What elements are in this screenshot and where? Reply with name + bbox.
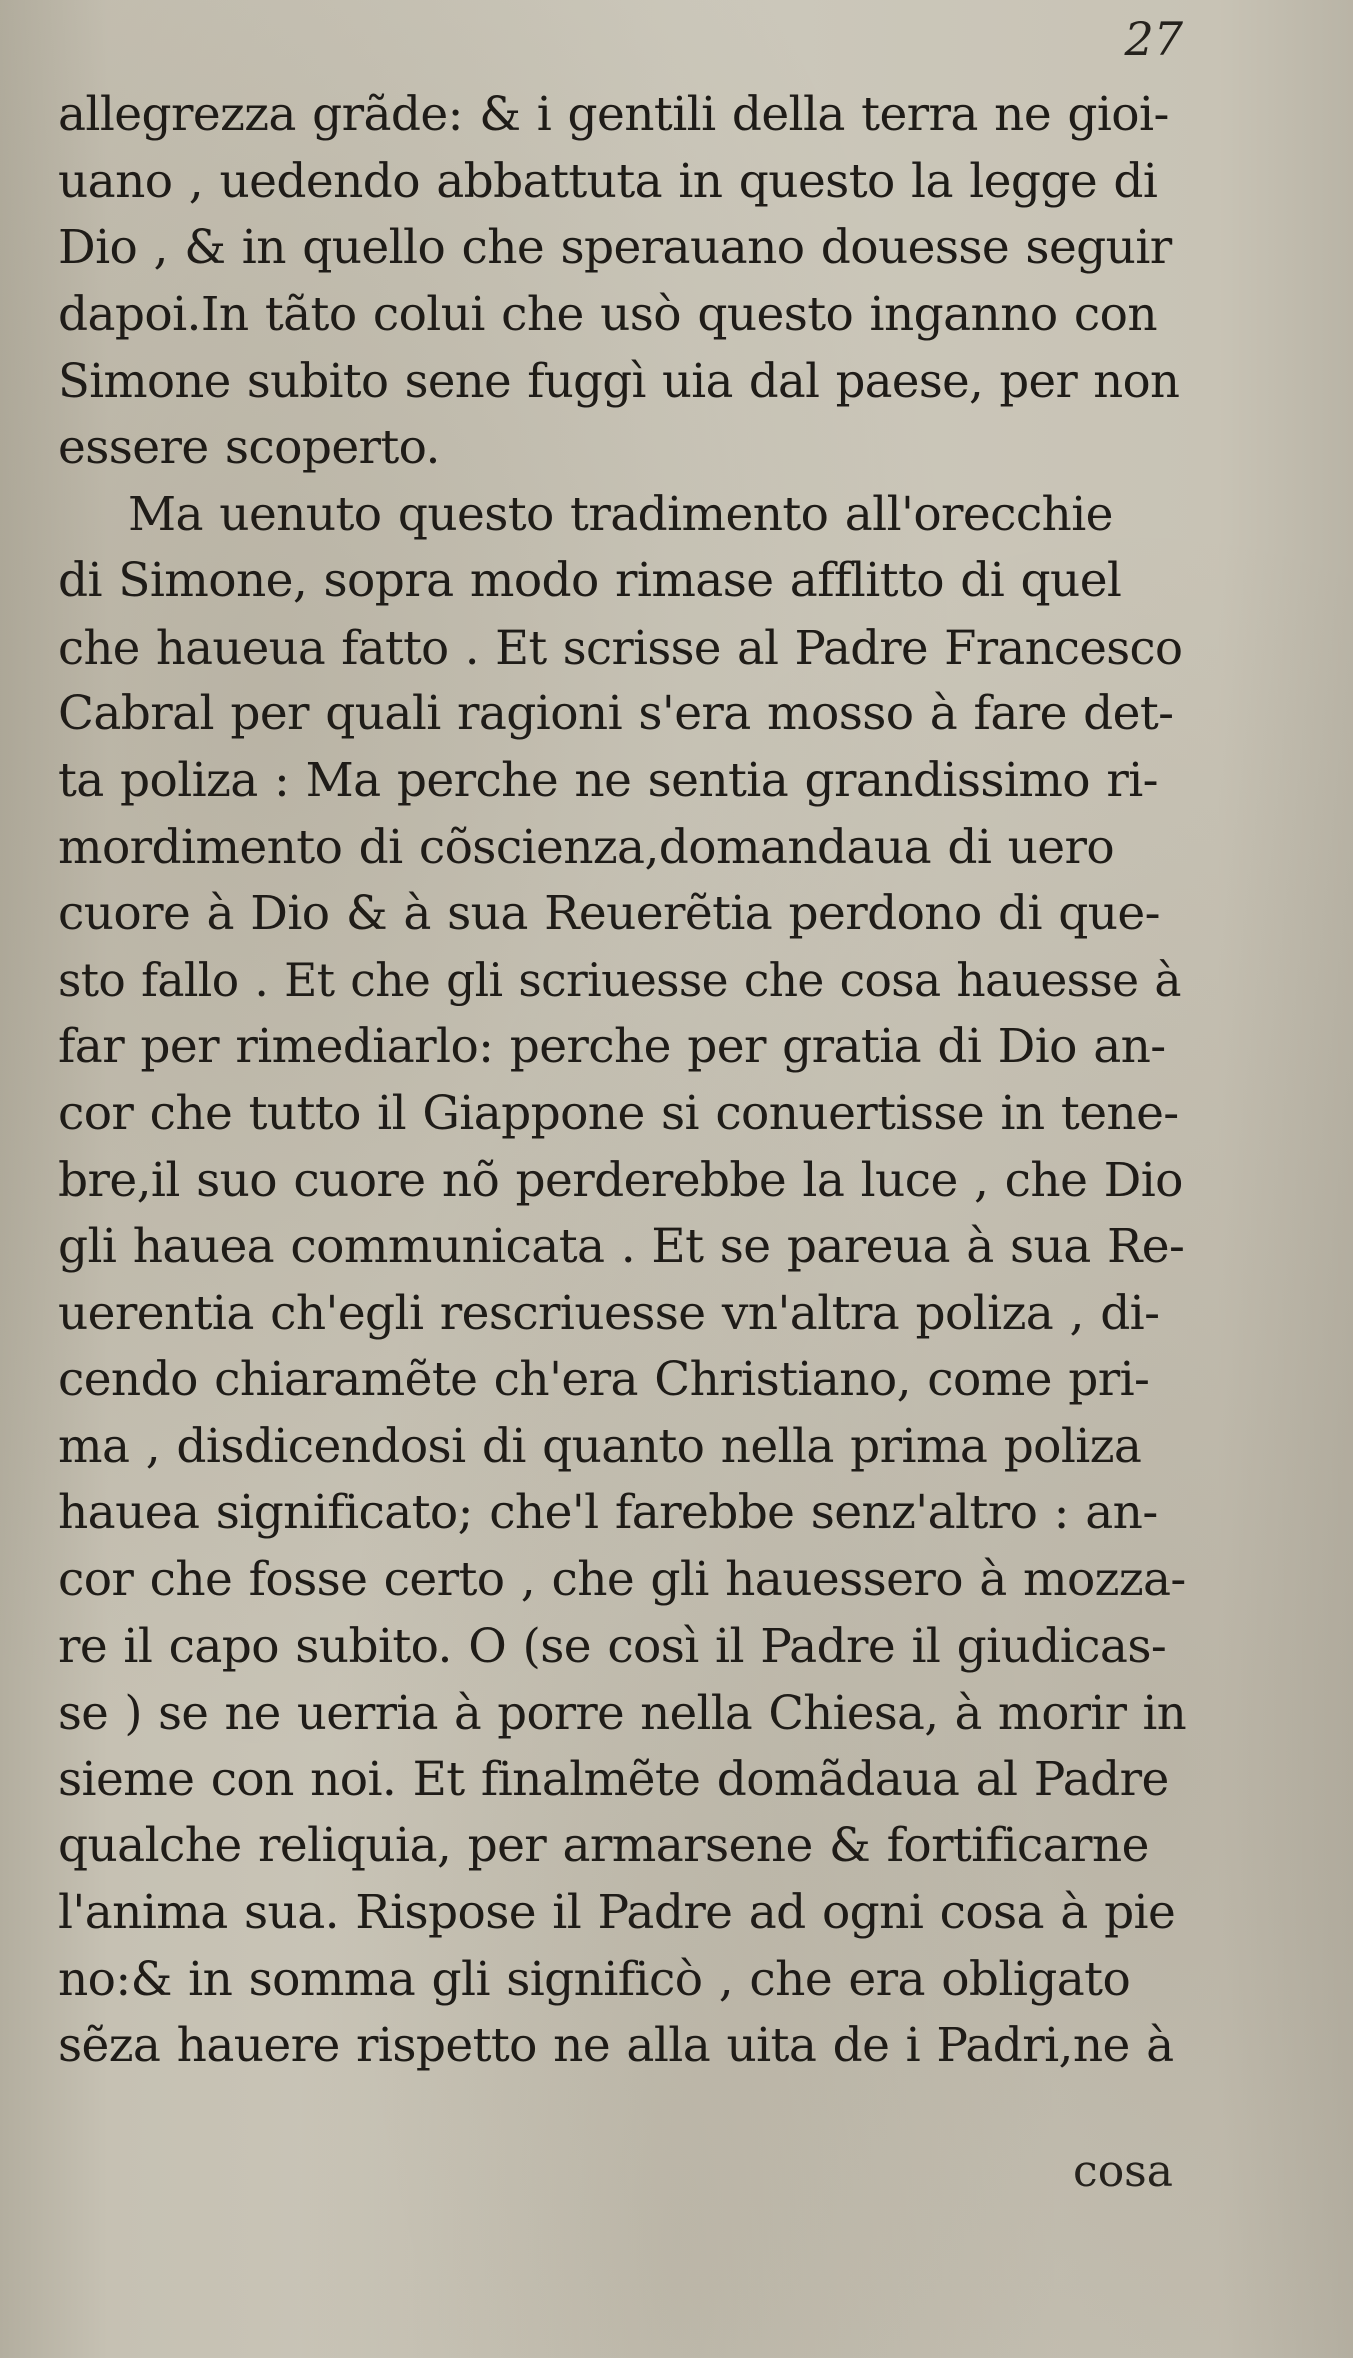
text-line: sẽza hauere rispetto ne alla uita de i Padri,ne à [58, 2018, 1174, 2074]
catchword: cosa [1073, 2146, 1173, 2197]
text-line: no:& in somma gli significò , che era obligato [58, 1951, 1131, 2007]
text-line: uano , uedendo abbattuta in questo la legge di [58, 153, 1158, 209]
text-line: bre,il suo cuore nõ perderebbe la luce , che Dio [58, 1152, 1183, 1208]
text-line: Dio , & in quello che sperauano douesse seguir [58, 220, 1172, 276]
text-line: cor che tutto il Giappone si conuertisse in tene- [58, 1085, 1179, 1141]
text-line: hauea significato; che'l farebbe senz'altro : an- [58, 1485, 1158, 1541]
page-number: 27 [1124, 12, 1183, 66]
text-line: far per rimediarlo: perche per gratia di Dio an- [58, 1019, 1166, 1075]
text-line: mordimento di cõscienza,domandaua di uero [58, 819, 1115, 875]
text-line: cendo chiaramẽte ch'era Christiano, come pri- [58, 1352, 1150, 1408]
text-line: Ma uenuto questo tradimento all'orecchie [128, 486, 1113, 542]
body-text [58, 82, 1188, 2080]
text-line: dapoi.In tãto colui che usò questo inganno con [58, 286, 1158, 342]
text-line: Cabral per quali ragioni s'era mosso à fare det- [58, 686, 1174, 742]
text-line: che haueua fatto . Et scrisse al Padre Francesco [58, 620, 1183, 675]
text-line: allegrezza grãde: & i gentili della terra ne gioi- [58, 87, 1169, 142]
text-line: cuore à Dio & à sua Reuerẽtia perdono di que- [58, 886, 1160, 942]
text-line: cor che fosse certo , che gli hauessero à mozza- [58, 1552, 1186, 1608]
text-line: ta poliza : Ma perche ne sentia grandissimo ri- [58, 752, 1158, 808]
text-line: re il capo subito. O (se così il Padre il giudicas- [58, 1618, 1167, 1674]
text-line: essere scoperto. [58, 419, 440, 475]
text-line: gli hauea communicata . Et se pareua à sua Re- [58, 1219, 1185, 1275]
text-line: ma , disdicendosi di quanto nella prima poliza [58, 1418, 1142, 1474]
text-line: Simone subito sene fuggì uia dal paese, per non [58, 354, 1180, 409]
text-line: uerentia ch'egli rescriuesse vn'altra poliza , di- [58, 1285, 1160, 1341]
text-line: se ) se ne uerria à porre nella Chiesa, à morir in [58, 1686, 1187, 1741]
text-line: di Simone, sopra modo rimase afflitto di quel [58, 553, 1122, 609]
text-line: sto fallo . Et che gli scriuesse che cosa hauesse à [58, 953, 1181, 1007]
text-line: qualche reliquia, per armarsene & fortificarne [58, 1818, 1149, 1874]
text-line: l'anima sua. Rispose il Padre ad ogni cosa à pie [58, 1885, 1176, 1941]
text-line: sieme con noi. Et finalmẽte domãdaua al Padre [58, 1751, 1169, 1807]
